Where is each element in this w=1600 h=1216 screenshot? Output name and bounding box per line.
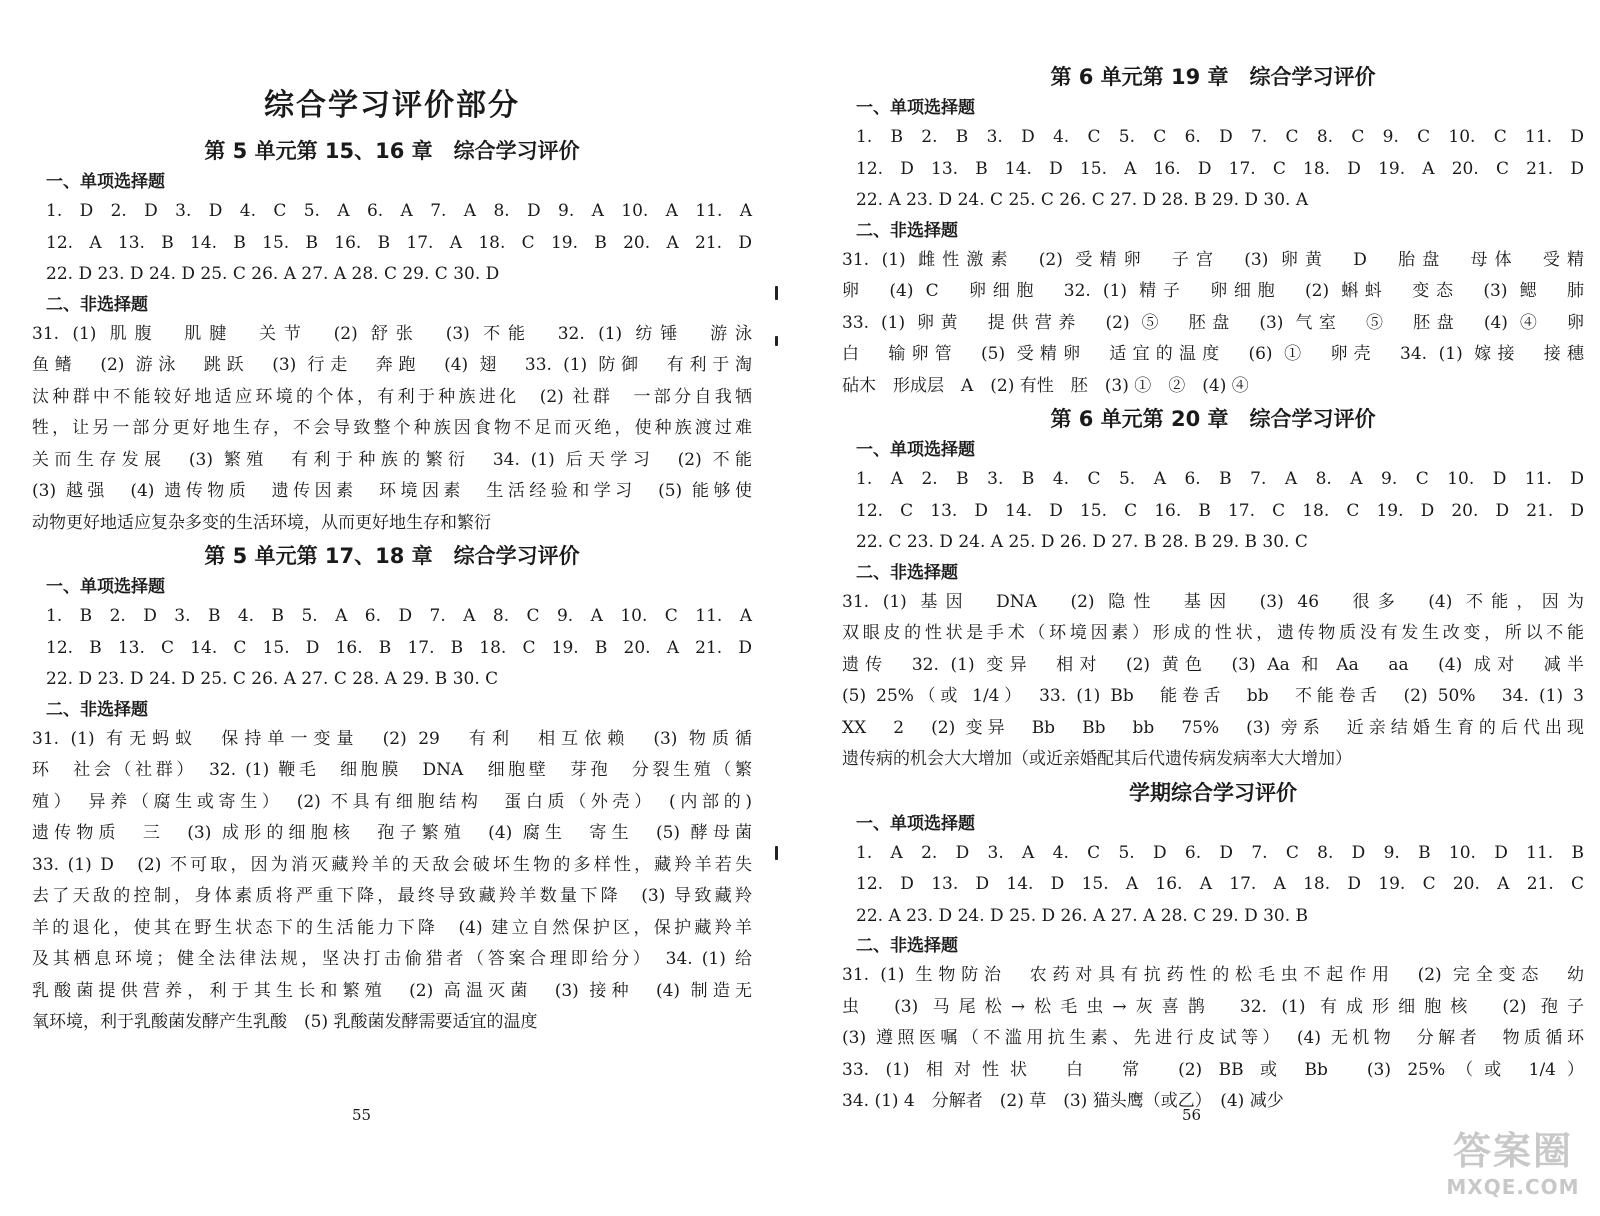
nonchoice-answer-line: 鱼鳍 (2) 游泳 跳跃 (3) 行走 奔跑 (4) 翅 33. (1) 防御 有利于淘 xyxy=(32,355,752,375)
nonchoice-answer-line: 乳酸菌提供营养，利于其生长和繁殖 (2) 高温灭菌 (3) 接种 (4) 制造无 xyxy=(32,980,752,1001)
nonchoice-heading: 二、非选择题 xyxy=(856,220,958,241)
choice-answer-line: 1. B 2. B 3. D 4. C 5. C 6. D 7. C 8. C 9. C 10. C 11. D xyxy=(856,127,1584,147)
answer-section xyxy=(32,136,752,539)
answer-section xyxy=(842,404,1584,776)
nonchoice-answer-line: 遗传物质 三 (3) 成形的细胞核 孢子繁殖 (4) 腐生 寄生 (5) 酵母菌 xyxy=(32,823,752,843)
nonchoice-answer-line: 遗传 32. (1) 变异 相对 (2) 黄色 (3) Aa 和 Aa aa (4) 成对 减半 xyxy=(842,654,1584,675)
nonchoice-answer-line: 牲，让另一部分更好地生存，不会导致整个种族因食物不足而灭绝，使种族渡过难 xyxy=(32,418,752,438)
choice-heading: 一、单项选择题 xyxy=(46,172,165,192)
choice-heading: 一、单项选择题 xyxy=(856,813,975,834)
nonchoice-answer-line: 31. (1) 生物防治 农药对具有抗药性的松毛虫不起作用 (2) 完全变态 幼 xyxy=(842,965,1584,985)
nonchoice-answer-line: 33. (1) D (2) 不可取，因为消灭藏羚羊的天敌会破坏生物的多样性，藏羚羊若失 xyxy=(32,854,752,875)
choice-heading: 一、单项选择题 xyxy=(856,440,975,460)
answer-section xyxy=(32,541,752,1039)
nonchoice-answer-line: (5) 25%（或 1/4） 33. (1) Bb 能卷舌 bb 不能卷舌 (2) 50% 34. (1) 3 xyxy=(842,686,1584,706)
nonchoice-answer-line: 34. (1) 4 分解者 (2) 草 (3) 猫头鹰（或乙） (4) 减少 xyxy=(842,1091,1284,1111)
nonchoice-heading: 二、非选择题 xyxy=(46,699,148,720)
nonchoice-answer-line: 虫 (3) 马尾松→松毛虫→灰喜鹊 32. (1) 有成形细胞核 (2) 孢子 xyxy=(842,996,1584,1017)
nonchoice-answer-line: 砧木 形成层 A (2) 有性 胚 (3) ① ② (4) ④ xyxy=(842,375,1249,396)
choice-answer-line: 1. B 2. D 3. B 4. B 5. A 6. D 7. A 8. C 9. A 10. C 11. A xyxy=(46,606,752,626)
binding-mark xyxy=(775,846,778,860)
watermark-text-top: 答案圈 xyxy=(1452,1129,1573,1173)
nonchoice-heading: 二、非选择题 xyxy=(46,294,148,315)
choice-heading: 一、单项选择题 xyxy=(856,98,975,118)
nonchoice-heading: 二、非选择题 xyxy=(856,562,958,583)
nonchoice-answer-line: 去了天敌的控制，身体素质将严重下降，最终导致藏羚羊数量下降 (3) 导致藏羚 xyxy=(32,886,752,906)
nonchoice-answer-line: 汰种群中不能较好地适应环境的个体，有利于种族进化 (2) 社群 一部分自我牺 xyxy=(32,386,752,407)
nonchoice-answer-line: 遗传病的机会大大增加（或近亲婚配其后代遗传病发病率大大增加） xyxy=(842,749,1352,769)
nonchoice-answer-line: 双眼皮的性状是手术（环境因素）形成的性状，遗传物质没有发生改变，所以不能 xyxy=(842,623,1584,643)
choice-answer-line: 1. A 2. D 3. A 4. C 5. D 6. D 7. C 8. D 9. B 10. D 11. B xyxy=(856,842,1584,863)
section-title: 第 6 单元第 20 章 综合学习评价 xyxy=(1050,407,1376,431)
nonchoice-answer-line: 33. (1) 卵黄 提供营养 (2) ⑤ 胚盘 (3) 气室 ⑤ 胚盘 (4) ④ 卵 xyxy=(842,312,1584,333)
nonchoice-answer-line: 殖） 异养（腐生或寄生） (2) 不具有细胞结构 蛋白质（外壳） (内部的) xyxy=(32,791,752,812)
choice-answer-line: 12. D 13. B 14. D 15. A 16. D 17. C 18. D 19. A 20. C 21. D xyxy=(856,158,1584,179)
nonchoice-answer-line: XX 2 (2) 变异 Bb Bb bb 75% (3) 旁系 近亲结婚生育的后代出现 xyxy=(842,717,1584,738)
nonchoice-answer-line: 31. (1) 有无蚂蚁 保持单一变量 (2) 29 有利 相互依赖 (3) 物质循 xyxy=(32,728,752,749)
nonchoice-answer-line: (3) 遵照医嘱（不滥用抗生素、先进行皮试等） (4) 无机物 分解者 物质循环 xyxy=(842,1028,1584,1048)
choice-answer-line: 22. D 23. D 24. D 25. C 26. A 27. A 28. C 29. C 30. D xyxy=(46,264,500,284)
nonchoice-answer-line: 羊的退化，使其在野生状态下的生活能力下降 (4) 建立自然保护区，保护藏羚羊 xyxy=(32,917,752,938)
choice-answer-line: 12. A 13. B 14. B 15. B 16. B 17. A 18. C 19. B 20. A 21. D xyxy=(46,232,752,253)
choice-answer-line: 22. A 23. D 24. C 25. C 26. C 27. D 28. B 29. D 30. A xyxy=(856,190,1309,210)
nonchoice-answer-line: (3) 越强 (4) 遗传物质 遗传因素 环境因素 生活经验和学习 (5) 能够使 xyxy=(32,481,752,501)
choice-heading: 一、单项选择题 xyxy=(46,577,165,597)
answer-section xyxy=(842,62,1584,402)
choice-answer-line: 12. C 13. D 14. D 15. C 16. B 17. C 18. C 19. D 20. D 21. D xyxy=(856,500,1584,521)
choice-answer-line: 1. A 2. B 3. B 4. C 5. A 6. B 7. A 8. A 9. C 10. D 11. D xyxy=(856,469,1584,489)
nonchoice-answer-line: 及其栖息环境；健全法律法规，坚决打击偷猎者（答案合理即给分） 34. (1) 给 xyxy=(32,949,752,969)
nonchoice-answer-line: 31. (1) 雌性激素 (2) 受精卵 子宫 (3) 卵黄 D 胎盘 母体 受精 xyxy=(842,249,1584,270)
choice-answer-line: 22. A 23. D 24. D 25. D 26. A 27. A 28. C 29. D 30. B xyxy=(856,905,1309,926)
choice-answer-line: 22. C 23. D 24. A 25. D 26. D 27. B 28. B 29. B 30. C xyxy=(856,532,1308,552)
nonchoice-answer-line: 氧环境，利于乳酸菌发酵产生乳酸 (5) 乳酸菌发酵需要适宜的温度 xyxy=(32,1012,538,1032)
section-title: 学期综合学习评价 xyxy=(1129,780,1297,805)
watermark-text-bottom: MXQE.COM xyxy=(1446,1175,1580,1199)
left-sections xyxy=(32,136,752,1039)
nonchoice-answer-line: 白 输卵管 (5) 受精卵 适宜的温度 (6) ① 卵壳 34. (1) 嫁接 接穗 xyxy=(842,344,1584,364)
choice-answer-line: 1. D 2. D 3. D 4. C 5. A 6. A 7. A 8. D 9. A 10. A 11. A xyxy=(46,201,752,221)
choice-answer-line: 22. D 23. D 24. D 25. C 26. A 27. C 28. A 29. B 30. C xyxy=(46,669,499,689)
watermark-logo xyxy=(1438,1120,1588,1210)
page-number-left: 55 xyxy=(352,1106,372,1124)
nonchoice-answer-line: 关而生存发展 (3) 繁殖 有利于种族的繁衍 34. (1) 后天学习 (2) 不能 xyxy=(32,449,752,470)
page-number-right: 56 xyxy=(1182,1106,1202,1124)
right-page xyxy=(800,0,1600,1216)
nonchoice-answer-line: 33. (1) 相对性状 白 常 (2) BB 或 Bb (3) 25%（或 1/4） xyxy=(842,1059,1584,1080)
nonchoice-answer-line: 动物更好地适应复杂多变的生活环境，从而更好地生存和繁衍 xyxy=(32,512,491,533)
nonchoice-answer-line: 卵 (4) C 卵细胞 32. (1) 精子 卵细胞 (2) 蝌蚪 变态 (3) 鳃 肺 xyxy=(842,281,1584,301)
choice-answer-line: 12. D 13. D 14. D 15. A 16. A 17. A 18. D 19. C 20. A 21. C xyxy=(856,874,1584,894)
right-sections xyxy=(842,62,1584,1118)
nonchoice-answer-line: 环 社会（社群） 32. (1) 鞭毛 细胞膜 DNA 细胞壁 芽孢 分裂生殖（繁 xyxy=(32,760,752,780)
section-title: 第 5 单元第 15、16 章 综合学习评价 xyxy=(204,139,580,163)
main-title: 综合学习评价部分 xyxy=(264,88,520,123)
nonchoice-answer-line: 31. (1) 肌腹 肌腱 关节 (2) 舒张 (3) 不能 32. (1) 纺锤 游泳 xyxy=(32,323,752,344)
binding-mark xyxy=(775,286,778,300)
nonchoice-answer-line: 31. (1) 基因 DNA (2) 隐性 基因 (3) 46 很多 (4) 不能，因为 xyxy=(842,591,1584,612)
answer-section xyxy=(842,778,1584,1118)
section-title: 第 6 单元第 19 章 综合学习评价 xyxy=(1050,65,1376,89)
section-title: 第 5 单元第 17、18 章 综合学习评价 xyxy=(204,544,580,568)
nonchoice-heading: 二、非选择题 xyxy=(856,936,958,956)
choice-answer-line: 12. B 13. C 14. C 15. D 16. B 17. B 18. C 19. B 20. A 21. D xyxy=(46,637,752,658)
binding-mark xyxy=(775,336,778,346)
